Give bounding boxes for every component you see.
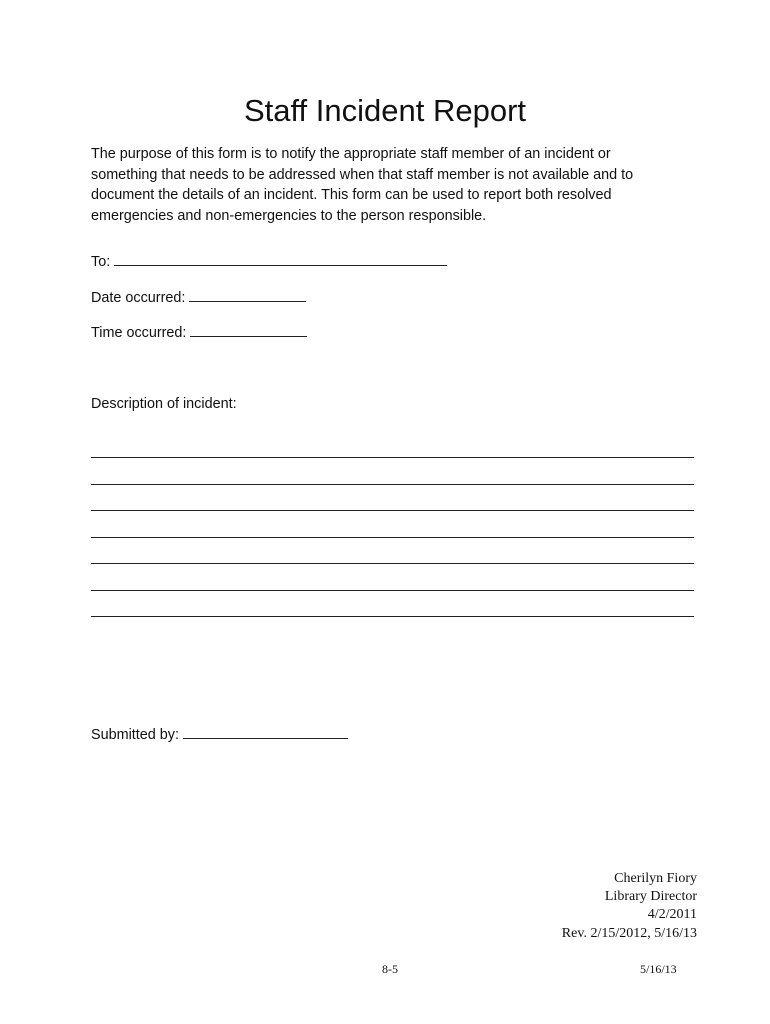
- intro-line: emergencies and non-emergencies to the person responsible.: [91, 207, 487, 224]
- revision-note: Rev. 2/15/2012, 5/16/13: [561, 925, 697, 941]
- time-occurred-field: [91, 324, 307, 341]
- intro-line: something that needs to be addressed when that staff member is not available and to: [91, 166, 634, 183]
- time-occurred-label: Time occurred:: [91, 325, 187, 341]
- description-line[interactable]: [91, 590, 694, 591]
- to-label: To:: [91, 254, 111, 270]
- signature-block: [562, 870, 697, 943]
- intro-paragraph: [91, 144, 691, 226]
- submitted-by-blank[interactable]: [183, 726, 348, 739]
- signature-date: 4/2/2011: [647, 907, 697, 923]
- intro-line: document the details of an incident. This form can be used to report both resolved: [91, 187, 612, 203]
- date-occurred-field: [91, 289, 306, 306]
- submitted-by-field: [91, 726, 348, 743]
- footer-date: 5/16/13: [640, 962, 677, 976]
- page-title: Staff Incident Report: [243, 93, 527, 128]
- description-line[interactable]: [91, 484, 694, 485]
- intro-line: The purpose of this form is to notify the appropriate staff member of an incident or: [91, 146, 611, 162]
- to-field: [91, 253, 447, 270]
- signature-name: Cherilyn Fiory: [614, 871, 697, 886]
- date-occurred-blank[interactable]: [189, 289, 306, 302]
- page-number: 8-5: [382, 962, 398, 976]
- description-label: Description of incident:: [91, 396, 237, 412]
- description-line[interactable]: [91, 616, 694, 617]
- to-blank[interactable]: [114, 253, 447, 266]
- date-occurred-label: Date occurred:: [91, 290, 186, 306]
- submitted-by-label: Submitted by:: [91, 727, 179, 743]
- signature-role: Library Director: [604, 889, 697, 905]
- description-line[interactable]: [91, 457, 694, 458]
- description-line[interactable]: [91, 537, 694, 538]
- description-line[interactable]: [91, 510, 694, 511]
- time-occurred-blank[interactable]: [190, 324, 307, 337]
- description-line[interactable]: [91, 563, 694, 564]
